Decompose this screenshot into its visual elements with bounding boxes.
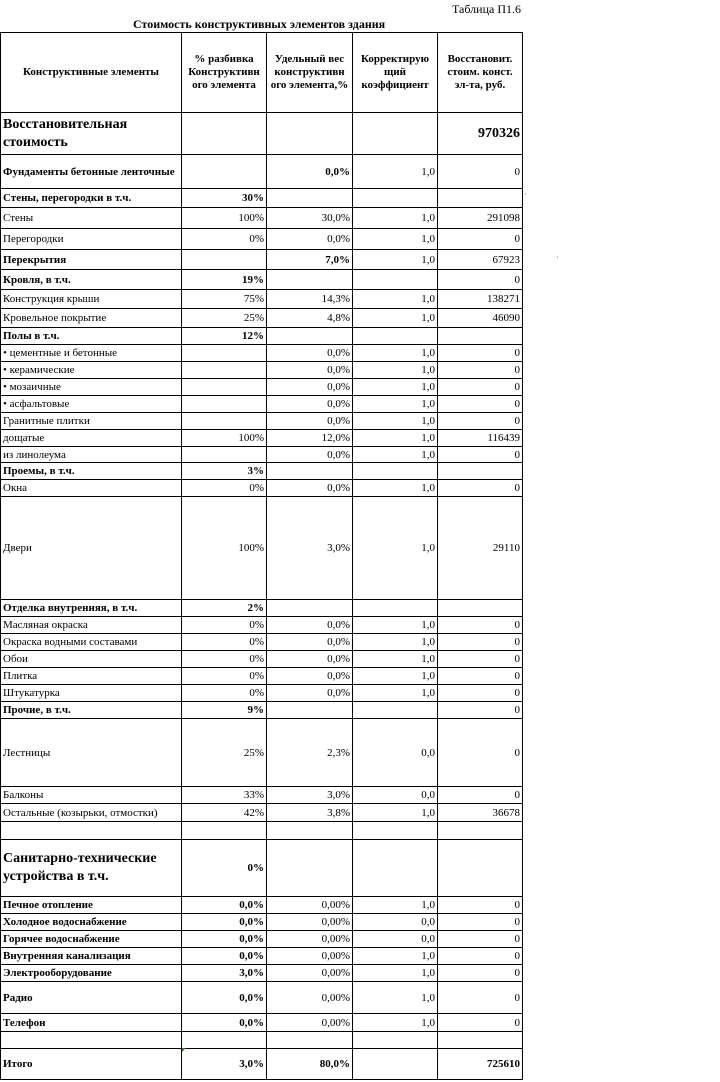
share-cell	[182, 250, 267, 270]
element-name-cell: Обои	[1, 651, 182, 668]
element-name-cell: из линолеума	[1, 447, 182, 463]
element-name-cell: Итого	[1, 1049, 182, 1080]
cost-cell: 0	[438, 897, 523, 914]
weight-cell: 0,0%	[267, 617, 353, 634]
share-cell: 0,0%	[182, 897, 267, 914]
table-row	[1, 379, 523, 396]
element-name-cell: Кровля, в т.ч.	[1, 270, 182, 290]
cost-cell: 46090	[438, 309, 523, 328]
element-name-cell: Гранитные плитки	[1, 413, 182, 430]
coefficient-cell	[353, 113, 438, 155]
share-cell: 0%	[182, 668, 267, 685]
element-name-cell: Двери	[1, 497, 182, 600]
cost-cell: 67923	[438, 250, 523, 270]
table-row	[1, 447, 523, 463]
share-cell: 0%	[182, 229, 267, 250]
header-weight: Удельный вес конструктивн ого элемента,%	[267, 33, 353, 113]
coefficient-cell: 1,0	[353, 345, 438, 362]
share-cell: 0%	[182, 480, 267, 497]
weight-cell: 0,0%	[267, 413, 353, 430]
weight-cell: 0,0%	[267, 362, 353, 379]
coefficient-cell: 1,0	[353, 413, 438, 430]
cost-cell: 0	[438, 965, 523, 982]
cost-cell: 0	[438, 651, 523, 668]
coefficient-cell: 1,0	[353, 447, 438, 463]
coefficient-cell	[353, 270, 438, 290]
weight-cell: 0,0%	[267, 480, 353, 497]
share-cell: 75%	[182, 290, 267, 309]
weight-cell	[267, 328, 353, 345]
share-cell: 2%	[182, 600, 267, 617]
element-name-cell: Электрооборудование	[1, 965, 182, 982]
table-row	[1, 362, 523, 379]
cost-cell: 116439	[438, 430, 523, 447]
table-row	[1, 965, 523, 982]
header-cost: Восстановит. стоим. конст. эл-та, руб.	[438, 33, 523, 113]
element-name-cell: Проемы, в т.ч.	[1, 463, 182, 480]
share-cell	[182, 362, 267, 379]
coefficient-cell: 1,0	[353, 480, 438, 497]
header-coefficient: Корректирую щий коэффициент	[353, 33, 438, 113]
coefficient-cell: 0,0	[353, 931, 438, 948]
cost-cell	[438, 189, 523, 208]
weight-cell: 0,0%	[267, 685, 353, 702]
element-name-cell: Масляная окраска	[1, 617, 182, 634]
cost-cell: 0	[438, 447, 523, 463]
table-row	[1, 229, 523, 250]
element-name-cell: • мозаичные	[1, 379, 182, 396]
cost-cell: 725610	[438, 1049, 523, 1080]
table-row	[1, 634, 523, 651]
weight-cell	[267, 270, 353, 290]
table-row	[1, 1014, 523, 1032]
table-row	[1, 1032, 523, 1049]
coefficient-cell: 1,0	[353, 651, 438, 668]
element-name-cell: Печное отопление	[1, 897, 182, 914]
share-cell	[182, 396, 267, 413]
element-name-cell: Конструкция крыши	[1, 290, 182, 309]
share-cell	[182, 345, 267, 362]
cost-cell: 0	[438, 668, 523, 685]
share-cell: 30%	[182, 189, 267, 208]
element-name-cell: Восстановительная стоимость	[1, 113, 182, 155]
coefficient-cell: 0,0	[353, 719, 438, 787]
weight-cell	[267, 1032, 353, 1049]
element-name-cell: Санитарно-технические устройства в т.ч.	[1, 840, 182, 897]
table-row	[1, 463, 523, 480]
weight-cell: 14,3%	[267, 290, 353, 309]
element-name-cell: • цементные и бетонные	[1, 345, 182, 362]
weight-cell: 0,00%	[267, 931, 353, 948]
element-name-cell: Стены	[1, 208, 182, 229]
table-row	[1, 702, 523, 719]
coefficient-cell: 1,0	[353, 668, 438, 685]
cost-cell: 0	[438, 396, 523, 413]
cost-cell: 0	[438, 617, 523, 634]
weight-cell: 0,0%	[267, 155, 353, 189]
table-row	[1, 617, 523, 634]
share-cell: 100%	[182, 497, 267, 600]
element-name-cell: Телефон	[1, 1014, 182, 1032]
share-cell	[182, 822, 267, 840]
weight-cell: 0,0%	[267, 447, 353, 463]
coefficient-cell: 1,0	[353, 362, 438, 379]
cost-cell: 0	[438, 362, 523, 379]
table-row	[1, 651, 523, 668]
share-cell: 0%	[182, 685, 267, 702]
weight-cell: 3,0%	[267, 787, 353, 804]
cost-cell: 0	[438, 155, 523, 189]
coefficient-cell: 1,0	[353, 379, 438, 396]
table-number: Таблица П1.6	[452, 2, 521, 16]
table-row	[1, 497, 523, 600]
table-row	[1, 1049, 523, 1080]
element-name-cell: Холодное водоснабжение	[1, 914, 182, 931]
cost-cell	[438, 822, 523, 840]
element-name-cell: • керамические	[1, 362, 182, 379]
share-cell: 9%	[182, 702, 267, 719]
coefficient-cell: 1,0	[353, 155, 438, 189]
share-cell	[182, 1032, 267, 1049]
weight-cell	[267, 702, 353, 719]
coefficient-cell: 1,0	[353, 1014, 438, 1032]
cost-cell: 0	[438, 787, 523, 804]
share-cell: 3,0%	[182, 965, 267, 982]
share-cell: 25%	[182, 719, 267, 787]
element-name-cell: Прочие, в т.ч.	[1, 702, 182, 719]
cost-cell: 0	[438, 685, 523, 702]
table-row	[1, 413, 523, 430]
share-cell: 100%	[182, 430, 267, 447]
share-cell: 100%	[182, 208, 267, 229]
weight-cell: 0,00%	[267, 948, 353, 965]
share-cell	[182, 379, 267, 396]
table-caption: Стоимость конструктивных элементов здания	[133, 17, 386, 31]
coefficient-cell: 1,0	[353, 634, 438, 651]
share-cell: 33%	[182, 787, 267, 804]
element-name-cell: • асфальтовые	[1, 396, 182, 413]
element-name-cell	[1, 822, 182, 840]
weight-cell: 0,0%	[267, 345, 353, 362]
element-name-cell: Балконы	[1, 787, 182, 804]
element-name-cell: Перегородки	[1, 229, 182, 250]
weight-cell	[267, 463, 353, 480]
table-row	[1, 804, 523, 822]
cost-cell: 0	[438, 719, 523, 787]
weight-cell: 80,0%	[267, 1049, 353, 1080]
weight-cell	[267, 189, 353, 208]
weight-cell: 0,0%	[267, 396, 353, 413]
table-row	[1, 208, 523, 229]
share-cell	[182, 413, 267, 430]
cost-cell: 0	[438, 931, 523, 948]
table-row	[1, 897, 523, 914]
table-row	[1, 668, 523, 685]
table-row	[1, 931, 523, 948]
weight-cell	[267, 822, 353, 840]
cost-cell	[438, 840, 523, 897]
coefficient-cell: 1,0	[353, 685, 438, 702]
share-cell	[182, 113, 267, 155]
cost-cell	[438, 463, 523, 480]
cost-table	[0, 32, 523, 1080]
table-row	[1, 396, 523, 413]
coefficient-cell	[353, 600, 438, 617]
cost-cell: 138271	[438, 290, 523, 309]
stray-dot: ·	[556, 253, 559, 262]
share-cell: 0%	[182, 634, 267, 651]
share-cell: 0,0%	[182, 1014, 267, 1032]
share-cell: 0,0%	[182, 982, 267, 1014]
share-cell: 12%	[182, 328, 267, 345]
coefficient-cell: 1,0	[353, 229, 438, 250]
weight-cell: 7,0%	[267, 250, 353, 270]
coefficient-cell	[353, 840, 438, 897]
element-name-cell: Штукатурка	[1, 685, 182, 702]
table-row	[1, 328, 523, 345]
element-name-cell: Окраска водными составами	[1, 634, 182, 651]
coefficient-cell	[353, 463, 438, 480]
table-row	[1, 113, 523, 155]
table-row	[1, 250, 523, 270]
element-name-cell: Перекрытия	[1, 250, 182, 270]
weight-cell: 0,00%	[267, 897, 353, 914]
coefficient-cell: 1,0	[353, 497, 438, 600]
table-row	[1, 345, 523, 362]
element-name-cell: Радио	[1, 982, 182, 1014]
weight-cell	[267, 113, 353, 155]
share-cell: 25%	[182, 309, 267, 328]
cost-cell: 291098	[438, 208, 523, 229]
coefficient-cell: 1,0	[353, 309, 438, 328]
weight-cell: 0,0%	[267, 668, 353, 685]
cost-cell: 0	[438, 634, 523, 651]
share-cell	[182, 447, 267, 463]
share-cell: 3,0%	[182, 1049, 267, 1080]
share-cell	[182, 155, 267, 189]
table-row	[1, 948, 523, 965]
coefficient-cell	[353, 189, 438, 208]
coefficient-cell: 0,0	[353, 787, 438, 804]
cost-cell: 0	[438, 480, 523, 497]
coefficient-cell	[353, 702, 438, 719]
weight-cell: 3,0%	[267, 497, 353, 600]
weight-cell: 0,00%	[267, 965, 353, 982]
element-name-cell: Фундаменты бетонные ленточные	[1, 155, 182, 189]
coefficient-cell: 1,0	[353, 804, 438, 822]
header-share: % разбивка Конструктивн ого элемента	[182, 33, 267, 113]
cost-cell: 0	[438, 413, 523, 430]
coefficient-cell: 1,0	[353, 250, 438, 270]
coefficient-cell	[353, 1049, 438, 1080]
element-name-cell: дощатые	[1, 430, 182, 447]
share-cell: 0%	[182, 840, 267, 897]
table-row	[1, 430, 523, 447]
table-row	[1, 600, 523, 617]
weight-cell: 0,00%	[267, 982, 353, 1014]
weight-cell	[267, 600, 353, 617]
cost-cell: 0	[438, 948, 523, 965]
table-row	[1, 290, 523, 309]
weight-cell: 0,0%	[267, 651, 353, 668]
element-name-cell: Окна	[1, 480, 182, 497]
table-row	[1, 309, 523, 328]
coefficient-cell: 1,0	[353, 897, 438, 914]
weight-cell: 0,0%	[267, 634, 353, 651]
stray-dot: ·	[524, 190, 527, 199]
share-cell: 0,0%	[182, 914, 267, 931]
cost-cell: 0	[438, 1014, 523, 1032]
weight-cell: 30,0%	[267, 208, 353, 229]
share-cell: 0,0%	[182, 948, 267, 965]
element-name-cell: Горячее водоснабжение	[1, 931, 182, 948]
cost-cell: 970326	[438, 113, 523, 155]
weight-cell	[267, 840, 353, 897]
coefficient-cell: 1,0	[353, 290, 438, 309]
cost-cell: 0	[438, 702, 523, 719]
share-cell: 42%	[182, 804, 267, 822]
share-cell: 19%	[182, 270, 267, 290]
element-name-cell: Лестницы	[1, 719, 182, 787]
weight-cell: 12,0%	[267, 430, 353, 447]
weight-cell: 4,8%	[267, 309, 353, 328]
header-element: Конструктивные элементы	[1, 33, 182, 113]
element-name-cell: Стены, перегородки в т.ч.	[1, 189, 182, 208]
share-cell: 3%	[182, 463, 267, 480]
coefficient-cell: 1,0	[353, 430, 438, 447]
weight-cell: 0,00%	[267, 914, 353, 931]
element-name-cell: Полы в т.ч.	[1, 328, 182, 345]
element-name-cell	[1, 1032, 182, 1049]
cost-cell: 0	[438, 914, 523, 931]
coefficient-cell: 1,0	[353, 617, 438, 634]
table-row	[1, 787, 523, 804]
table-row	[1, 480, 523, 497]
share-cell: 0%	[182, 651, 267, 668]
weight-cell: 0,00%	[267, 1014, 353, 1032]
cost-cell: 0	[438, 270, 523, 290]
header-row	[1, 33, 523, 113]
cost-cell: 0	[438, 379, 523, 396]
weight-cell: 0,0%	[267, 229, 353, 250]
cell-marker	[182, 1048, 186, 1052]
cost-cell	[438, 1032, 523, 1049]
table-row	[1, 840, 523, 897]
element-name-cell: Остальные (козырьки, отмостки)	[1, 804, 182, 822]
table-row	[1, 914, 523, 931]
share-cell: 0,0%	[182, 931, 267, 948]
coefficient-cell: 0,0	[353, 914, 438, 931]
cost-cell: 0	[438, 982, 523, 1014]
table-row	[1, 270, 523, 290]
cost-cell	[438, 328, 523, 345]
element-name-cell: Отделка внутренняя, в т.ч.	[1, 600, 182, 617]
element-name-cell: Плитка	[1, 668, 182, 685]
element-name-cell: Внутренняя канализация	[1, 948, 182, 965]
weight-cell: 2,3%	[267, 719, 353, 787]
table-row	[1, 822, 523, 840]
coefficient-cell: 1,0	[353, 948, 438, 965]
element-name-cell: Кровельное покрытие	[1, 309, 182, 328]
weight-cell: 3,8%	[267, 804, 353, 822]
coefficient-cell	[353, 1032, 438, 1049]
coefficient-cell: 1,0	[353, 396, 438, 413]
cost-cell	[438, 600, 523, 617]
weight-cell: 0,0%	[267, 379, 353, 396]
coefficient-cell	[353, 822, 438, 840]
table-row	[1, 719, 523, 787]
coefficient-cell	[353, 328, 438, 345]
table-row	[1, 685, 523, 702]
coefficient-cell: 1,0	[353, 965, 438, 982]
coefficient-cell: 1,0	[353, 208, 438, 229]
cost-cell: 0	[438, 229, 523, 250]
coefficient-cell: 1,0	[353, 982, 438, 1014]
cost-cell: 0	[438, 345, 523, 362]
table-row	[1, 982, 523, 1014]
share-cell: 0%	[182, 617, 267, 634]
cost-cell: 29110	[438, 497, 523, 600]
cost-cell: 36678	[438, 804, 523, 822]
table-row	[1, 155, 523, 189]
table-row	[1, 189, 523, 208]
